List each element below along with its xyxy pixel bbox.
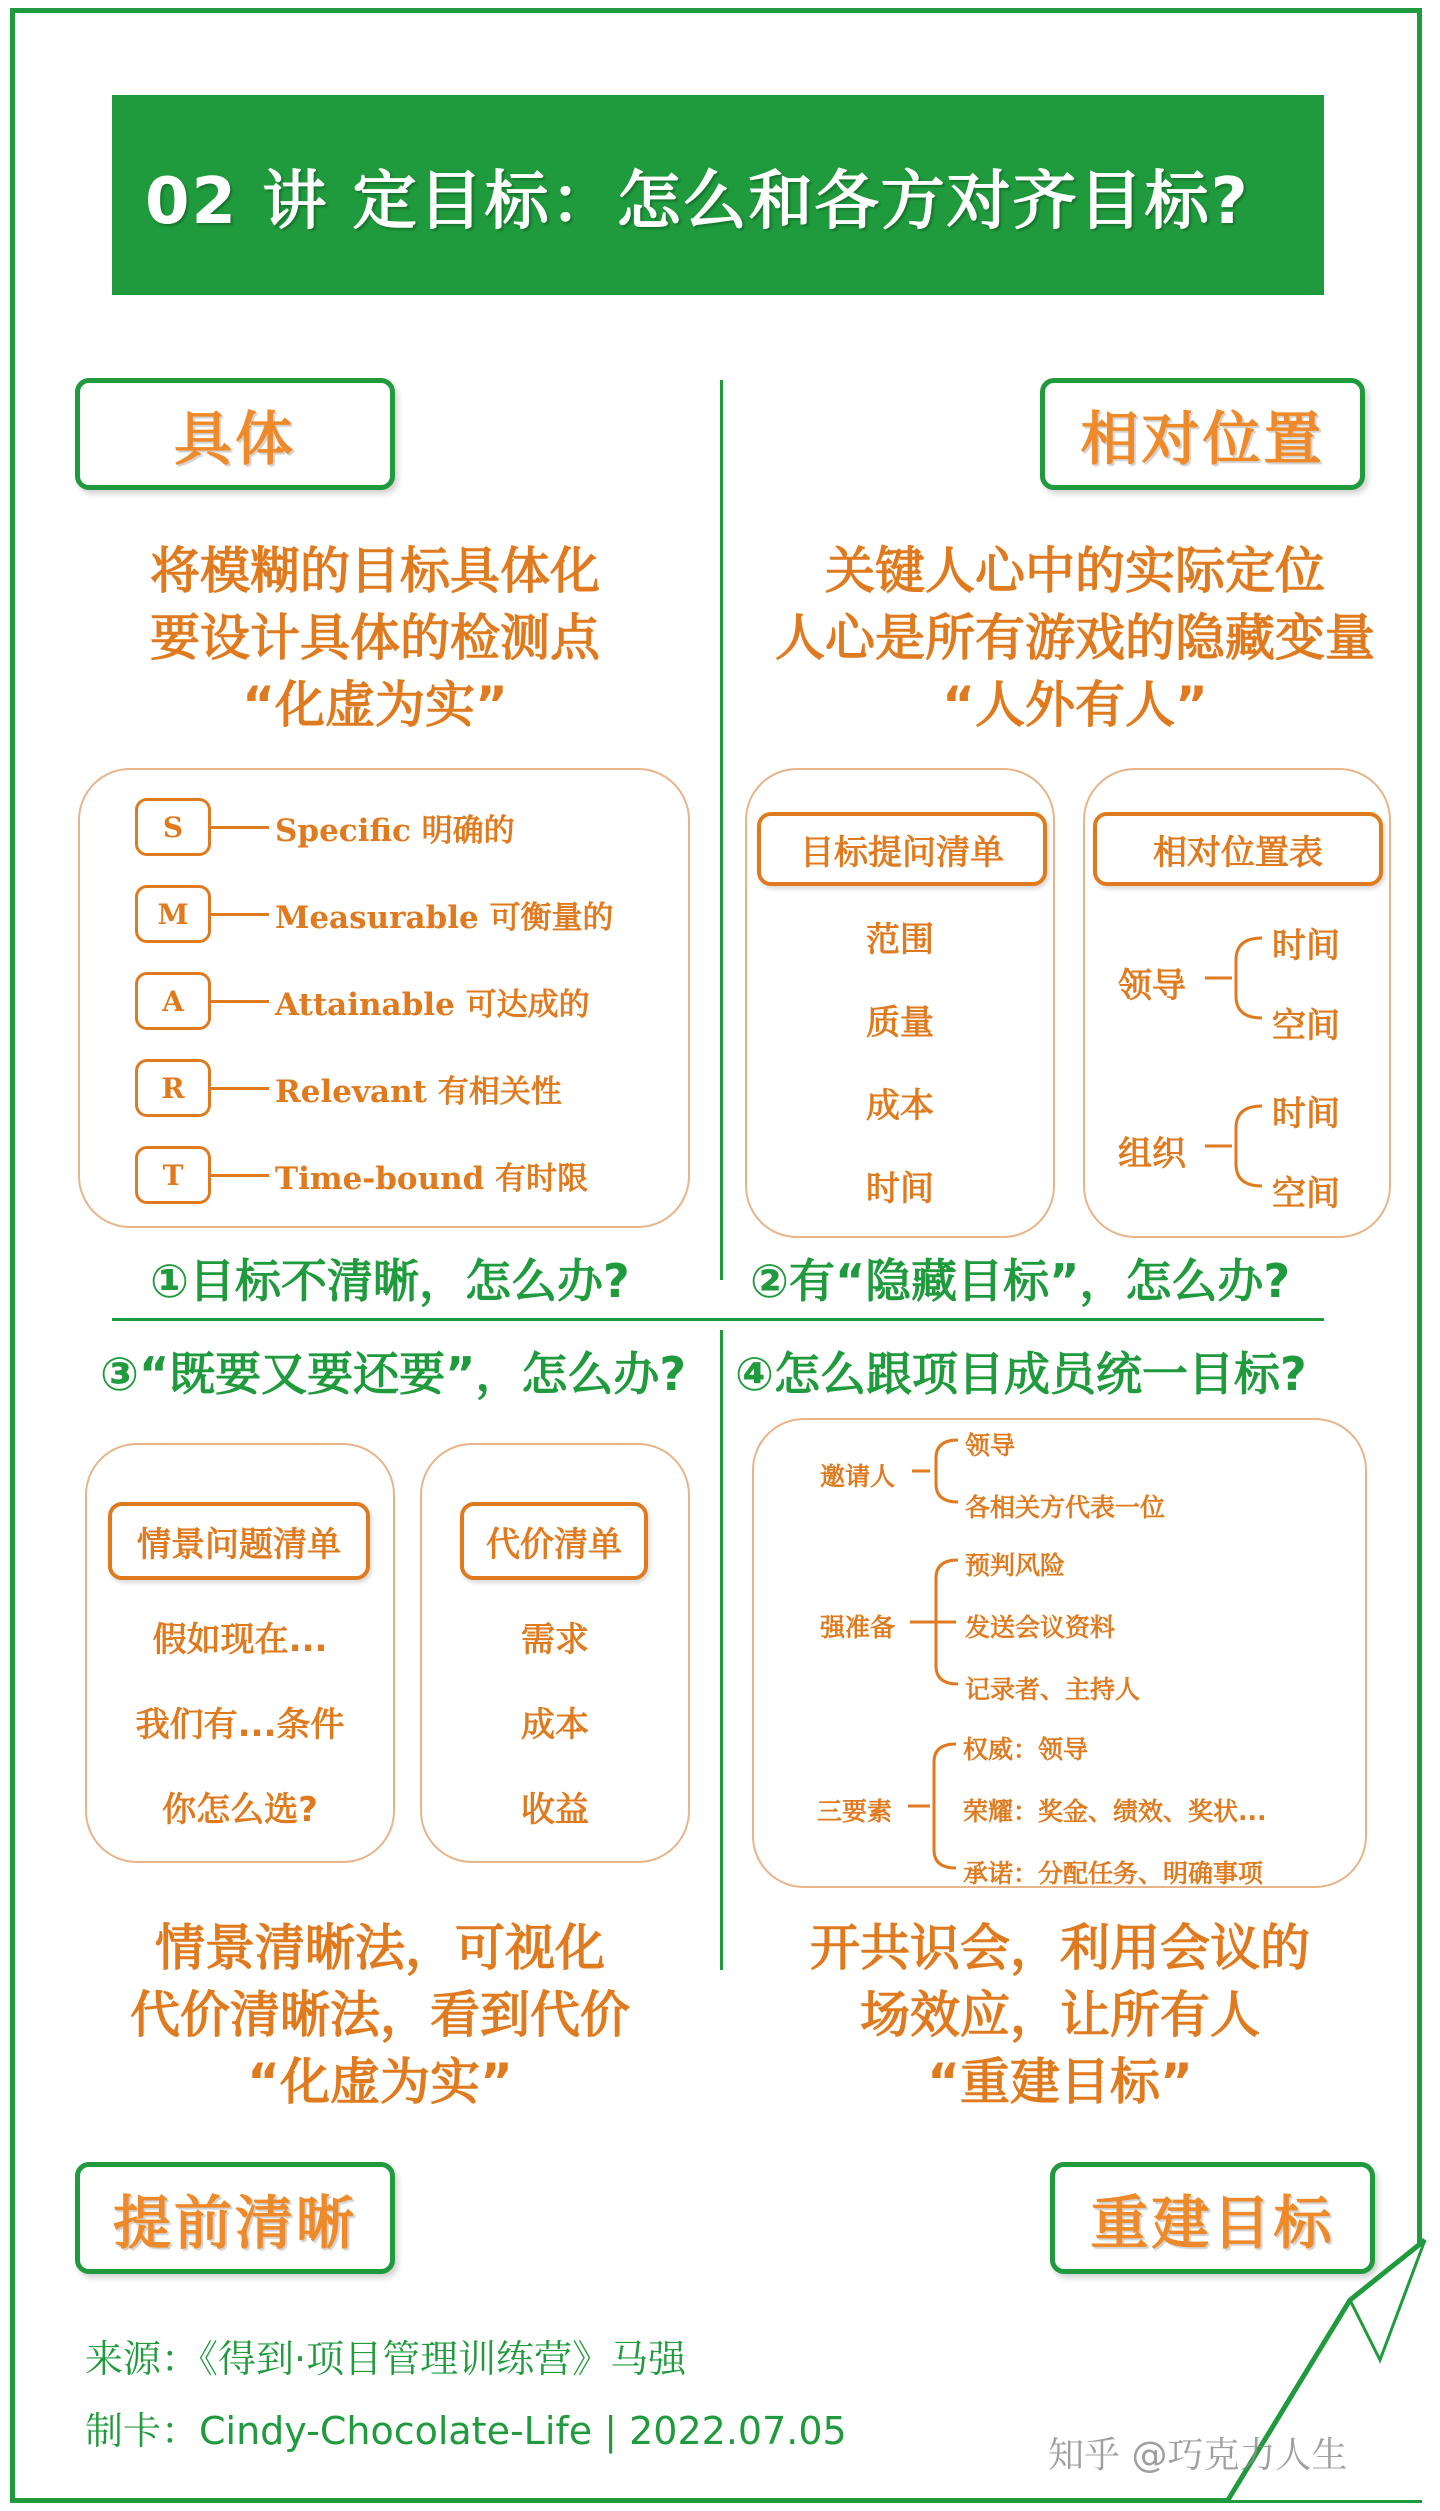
q1-desc-line-3: “化虚为实”: [242, 676, 508, 734]
q4-description: [740, 1915, 1380, 2116]
position-group-organization: 组织: [1118, 1134, 1186, 1174]
element-item-authority: 权威：领导: [963, 1735, 1089, 1764]
cost-item-benefit: 收益: [521, 1790, 589, 1830]
element-item-honor: 荣耀：奖金、绩效、奖状...: [963, 1797, 1267, 1826]
scenario-item-1: 假如现在...: [152, 1620, 328, 1660]
scenario-item-3: 你怎么选?: [162, 1790, 318, 1830]
scenario-item-2: 我们有...条件: [135, 1705, 345, 1745]
q4-desc-line-3: “重建目标”: [927, 2053, 1193, 2111]
q3-description: [60, 1915, 700, 2116]
checklist-item-quality: 质量: [866, 1003, 934, 1043]
q3-question: ③“既要又要还要”，怎么办?: [100, 1347, 687, 1401]
q3-desc-line-1: 情景清晰法，可视化: [155, 1919, 605, 1977]
prepare-item-risk: 预判风险: [965, 1551, 1066, 1580]
q4-desc-line-1: 开共识会，利用会议的: [810, 1919, 1310, 1977]
smart-letter-s: S: [135, 798, 211, 856]
footer-maker: 制卡：Cindy-Chocolate-Life | 2022.07.05: [85, 2409, 847, 2453]
smart-text-s: Specific 明确的: [275, 812, 515, 849]
smart-letter-r: R: [135, 1059, 211, 1117]
prepare-item-materials: 发送会议资料: [965, 1613, 1116, 1642]
position-group-leader: 领导: [1118, 966, 1186, 1006]
q3-desc-line-2: 代价清晰法，看到代价: [130, 1986, 630, 2044]
smart-letter-a: A: [135, 972, 211, 1030]
q2-desc-line-2: 人心是所有游戏的隐藏变量: [775, 609, 1375, 667]
position-leader-space: 空间: [1272, 1006, 1340, 1046]
meeting-group-invite: 邀请人: [820, 1462, 896, 1491]
smart-text-a: Attainable 可达成的: [275, 986, 590, 1023]
relative-position-title: 相对位置表: [1093, 812, 1383, 886]
cost-checklist-title: 代价清单: [460, 1502, 648, 1580]
cost-item-demand: 需求: [521, 1620, 589, 1660]
page-title: 02 讲 定目标：怎么和各方对齐目标?: [145, 165, 1250, 239]
smart-letter-m: M: [135, 885, 211, 943]
q2-question: ②有“隐藏目标”，怎么办?: [750, 1254, 1291, 1308]
footer-source: 来源：《得到·项目管理训练营》马强: [85, 2337, 687, 2381]
cost-item-cost: 成本: [521, 1705, 589, 1745]
position-org-time: 时间: [1272, 1094, 1340, 1134]
label-relative-position-text: 相对位置: [1080, 405, 1325, 473]
goal-question-checklist-title: 目标提问清单: [757, 812, 1047, 886]
q1-desc-line-1: 将模糊的目标具体化: [150, 542, 600, 600]
meeting-group-prepare: 强准备: [820, 1613, 896, 1642]
prepare-item-roles: 记录者、主持人: [965, 1675, 1141, 1704]
smart-text-r: Relevant 有相关性: [275, 1073, 562, 1110]
q2-desc-line-1: 关键人心中的实际定位: [825, 542, 1325, 600]
scenario-checklist-title: 情景问题清单: [108, 1502, 370, 1580]
label-clarify-early-text: 提前清晰: [112, 2189, 357, 2257]
meeting-group-three-elements: 三要素: [817, 1797, 893, 1826]
q1-question: ①目标不清晰，怎么办?: [150, 1254, 630, 1308]
checklist-item-time: 时间: [866, 1169, 934, 1209]
watermark: 知乎 @巧克力人生: [1048, 2435, 1348, 2476]
q4-desc-line-2: 场效应，让所有人: [860, 1986, 1260, 2044]
q2-desc-line-3: “人外有人”: [942, 676, 1208, 734]
q3-desc-line-3: “化虚为实”: [247, 2053, 513, 2111]
smart-text-m: Measurable 可衡量的: [275, 899, 614, 936]
position-leader-time: 时间: [1272, 926, 1340, 966]
invite-item-representatives: 各相关方代表一位: [965, 1493, 1166, 1522]
invite-item-leader: 领导: [965, 1431, 1016, 1460]
label-specific-text: 具体: [173, 405, 296, 473]
element-item-commitment: 承诺：分配任务、明确事项: [963, 1859, 1264, 1888]
smart-letter-t: T: [135, 1146, 211, 1204]
label-rebuild-goal-text: 重建目标: [1090, 2189, 1335, 2257]
q1-desc-line-2: 要设计具体的检测点: [150, 609, 600, 667]
position-org-space: 空间: [1272, 1174, 1340, 1214]
checklist-item-cost: 成本: [866, 1086, 934, 1126]
q4-question: ④怎么跟项目成员统一目标?: [735, 1347, 1307, 1401]
smart-text-t: Time-bound 有时限: [275, 1160, 589, 1197]
checklist-item-scope: 范围: [866, 920, 934, 960]
